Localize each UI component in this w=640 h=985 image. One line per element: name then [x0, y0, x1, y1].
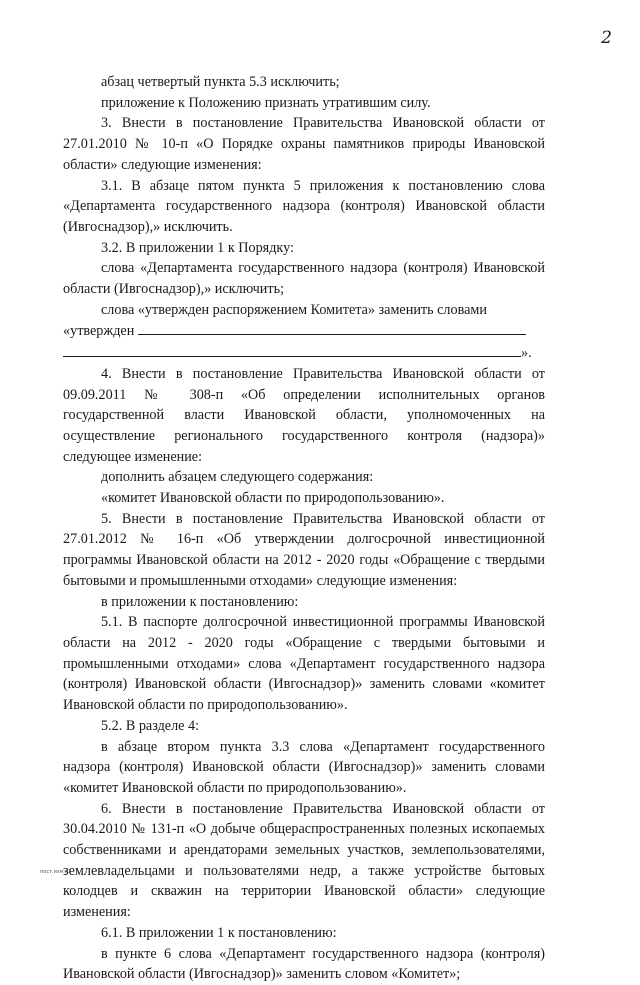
paragraph: «комитет Ивановской области по природопользованию».	[101, 490, 445, 507]
paragraph: 4. Внести в постановление Правительства Ивановской области от 09.09.2011 № 308-п «Об определении исполнительных органов государственной власти Ивановской области, уполномоченных на осуществление регионального государственного контроля (надзора)» следующее изменение:	[63, 365, 545, 465]
blank-prefix: «утвержден	[63, 323, 135, 340]
paragraph: дополнить абзацем следующего содержания:	[101, 469, 374, 486]
blank-line-2	[63, 342, 545, 364]
paragraph: слова «утвержден распоряжением Комитета» заменить словами	[101, 301, 487, 318]
paragraph: абзац четвертый пункта 5.3 исключить;	[101, 74, 340, 90]
paragraph: 5.2. В разделе 4:	[101, 717, 200, 734]
paragraph: 6.1. В приложении 1 к постановлению:	[101, 924, 337, 941]
page-number: 2	[601, 28, 612, 48]
paragraph: слова «Департамента государственного надзора (контроля) Ивановской области (Ивгоснадзор),» исключить;	[63, 260, 545, 298]
paragraph: 6. Внести в постановление Правительства Ивановской области от 30.04.2010 № 131-п «О добыче общераспространенных полезных ископаемых собственниками и арендаторами земельных участков, землепользователями, землевладельцами и пользователями недр, а также устройстве бытовых колодцев и скважин на территории Ивановской области» следующие изменения:	[63, 800, 545, 921]
paragraph: 3.2. В приложении 1 к Порядку:	[101, 239, 294, 256]
paragraph: 3.1. В абзаце пятом пункта 5 приложения к постановлению слова «Департамента государственного надзора (контроля) Ивановской области (Ивгоснадзор),» исключить.	[63, 177, 545, 235]
paragraph: 5. Внести в постановление Правительства Ивановской области от 27.01.2012 № 16-п «Об утверждении долгосрочной инвестиционной программы Ивановской области на 2012 - 2020 годы «Обращение с твердыми бытовыми и промышленными отходами» следующие изменения:	[63, 510, 545, 589]
paragraph: в пункте 6 слова «Департамент государственного надзора (контроля) Ивановской области (Ивгоснадзор)» заменить словом «Комитет»;	[63, 945, 545, 983]
blank-suffix: ».	[521, 345, 532, 362]
blank-line-1	[63, 320, 545, 342]
fill-in-blank	[138, 320, 526, 335]
document-body	[63, 72, 545, 985]
paragraph: приложение к Положению признать утратившим силу.	[101, 94, 431, 111]
paragraph: 5.1. В паспорте долгосрочной инвестиционной программы Ивановской области на 2012 - 2020 годы «Обращение с твердыми бытовыми и промышленными отходами» слова «Департамент государственного надзора (контроля) Ивановской области (Ивгоснадзор)» заменить словами «комитет Ивановской области по природопользованию».	[63, 614, 545, 714]
footer-filename: пост.изм.п2	[40, 869, 72, 875]
fill-in-blank	[63, 342, 521, 357]
paragraph: в абзаце втором пункта 3.3 слова «Департамент государственного надзора (контроля) Ивановской области (Ивгоснадзор)» заменить словами «комитет Ивановской области по природопользованию».	[63, 738, 545, 796]
paragraph: 3. Внести в постановление Правительства Ивановской области от 27.01.2010 № 10-п «О Порядке охраны памятников природы Ивановской области» следующие изменения:	[63, 115, 545, 173]
paragraph: в приложении к постановлению:	[101, 593, 299, 610]
